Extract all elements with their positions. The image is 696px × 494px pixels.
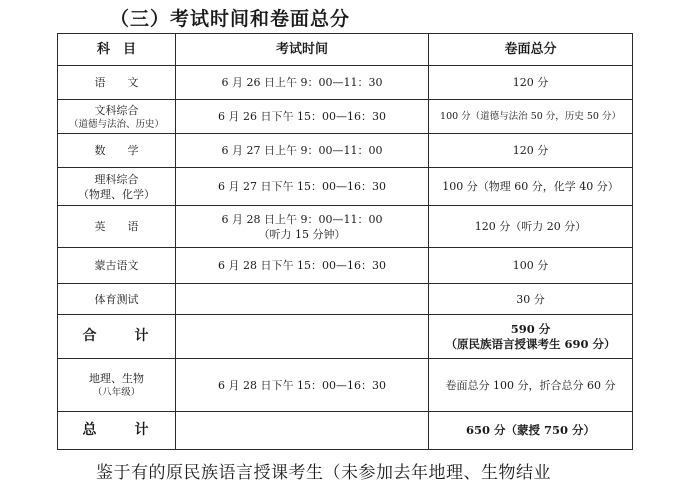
header-subject: 科 目 xyxy=(58,34,176,66)
time-note: （听力 15 分钟） xyxy=(258,227,346,241)
subject-name: 理科综合 xyxy=(94,172,139,186)
score-cell: 650 分（蒙授 750 分） xyxy=(429,412,633,450)
score-cell: 卷面总分 100 分，折合总分 60 分 xyxy=(429,359,633,412)
table-row xyxy=(58,248,633,284)
subject-name: 文科综合 xyxy=(94,103,139,117)
subject-cell: 蒙古语文 xyxy=(58,248,176,284)
time-cell xyxy=(176,284,429,315)
subject-cell xyxy=(58,100,176,134)
header-exam-time: 考试时间 xyxy=(176,34,429,66)
time-cell: 6 月 28 日下午 15：00—16：30 xyxy=(176,248,429,284)
time-cell: 6 月 28 日下午 15：00—16：30 xyxy=(176,359,429,412)
time-cell xyxy=(176,412,429,450)
subject-cell: 数 学 xyxy=(58,134,176,168)
subject-cell: 体育测试 xyxy=(58,284,176,315)
score-note: （原民族语言授课考生 690 分） xyxy=(445,336,616,351)
time-cell: 6 月 26 日下午 15：00—16：30 xyxy=(176,100,429,134)
exam-schedule-table xyxy=(57,33,633,450)
time-main: 6 月 28 日上午 9：00—11：00 xyxy=(221,212,383,226)
score-cell: 120 分 xyxy=(429,66,633,100)
subject-cell: 合 计 xyxy=(58,315,176,359)
time-cell: 6 月 27 日上午 9：00—11：00 xyxy=(176,134,429,168)
subject-note: （八年级） xyxy=(92,387,141,398)
score-cell: 100 分 xyxy=(429,248,633,284)
subject-cell xyxy=(58,168,176,206)
table-row xyxy=(58,359,633,412)
table-row xyxy=(58,66,633,100)
subject-cell xyxy=(58,359,176,412)
time-cell: 6 月 26 日上午 9：00—11：30 xyxy=(176,66,429,100)
subject-note: （道德与法治、历史） xyxy=(68,118,164,130)
grand-total-row xyxy=(58,412,633,450)
score-cell xyxy=(429,315,633,359)
body-paragraph: 鉴于有的原民族语言授课考生（未参加去年地理、生物结业 xyxy=(96,463,551,483)
table-header-row xyxy=(58,34,633,66)
score-main: 590 分 xyxy=(510,321,551,336)
table-row xyxy=(58,284,633,315)
subject-cell: 英 语 xyxy=(58,206,176,248)
subject-cell: 语 文 xyxy=(58,66,176,100)
subtotal-row xyxy=(58,315,633,359)
time-cell: 6 月 27 日下午 15：00—16：30 xyxy=(176,168,429,206)
subject-cell: 总 计 xyxy=(58,412,176,450)
table-row xyxy=(58,134,633,168)
score-cell: 120 分（听力 20 分） xyxy=(429,206,633,248)
subject-note: （物理、化学） xyxy=(78,187,155,201)
table-row xyxy=(58,100,633,134)
score-cell: 120 分 xyxy=(429,134,633,168)
table-row xyxy=(58,206,633,248)
section-heading: （三）考试时间和卷面总分 xyxy=(110,8,351,30)
score-cell: 100 分（道德与法治 50 分，历史 50 分） xyxy=(429,100,633,134)
time-cell xyxy=(176,315,429,359)
header-total-score: 卷面总分 xyxy=(429,34,633,66)
time-cell xyxy=(176,206,429,248)
subject-name: 地理、生物 xyxy=(89,372,144,385)
score-cell: 30 分 xyxy=(429,284,633,315)
table-row xyxy=(58,168,633,206)
score-cell: 100 分（物理 60 分，化学 40 分） xyxy=(429,168,633,206)
